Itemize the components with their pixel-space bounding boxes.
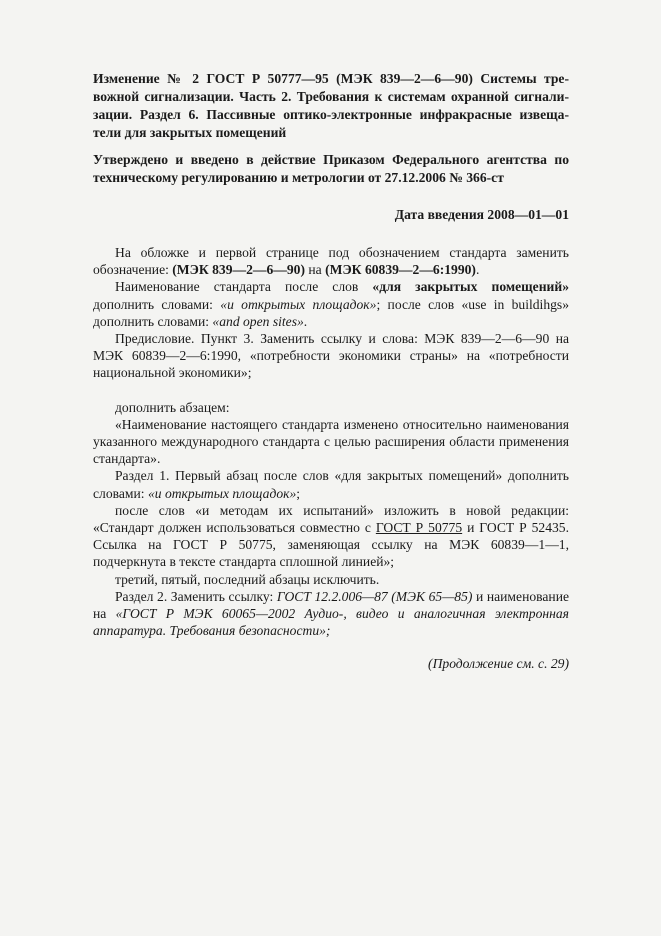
- bold-phrase: «для закрытых помещений»: [372, 279, 569, 295]
- amendment-title: [93, 70, 569, 142]
- title-line: тели для закрытых помещений: [93, 125, 287, 140]
- text-run: и ГОСТ Р 52435. Ссылка на ГОСТ Р 50775, заменяющая ссылку на МЭК 60839—1—1, подчеркнута в тексте стандарта сплошной линией»;: [93, 520, 570, 570]
- continuation-note: (Продолжение см. с. 29): [428, 656, 569, 672]
- text-run: на: [305, 262, 326, 278]
- document-page: [93, 70, 569, 673]
- italic-phrase: «and open sites»: [212, 313, 304, 329]
- approval-statement: [93, 151, 569, 187]
- text-run: .: [475, 262, 480, 278]
- approval-line: техническому регулированию и метрологии от 27.12.2006 № 366-ст: [93, 170, 504, 185]
- text-run: и наименование на: [93, 588, 569, 622]
- effective-date: Дата введения 2008—01—01: [394, 207, 569, 222]
- text-run: ;: [296, 485, 301, 501]
- title-line: вожной сигнализации. Часть 2. Требования к системам охранной сигнали-: [93, 89, 569, 104]
- italic-reference: «ГОСТ Р МЭК 60065—2002 Аудио-, видео и аналогичная электронная аппаратура. Требования безопасности»;: [93, 606, 569, 639]
- new-designation: (МЭК 60839—2—6:1990): [325, 262, 476, 278]
- paragraph-new-edition: [93, 502, 569, 571]
- amendment-body: [93, 244, 569, 639]
- approval-line: Утверждено и введено в действие Приказом Федерального агентства по: [93, 152, 569, 167]
- text-run: после слов «и методам их испытаний» изложить в новой редакции: «Стандарт должен использоваться совместно с: [93, 502, 569, 536]
- italic-phrase: «и открытых площадок»: [147, 485, 297, 501]
- text-run: дополнить словами:: [93, 296, 221, 312]
- text-run: Раздел 1. Первый абзац после слов «для закрытых помещений» дополнить словами:: [93, 468, 569, 501]
- text-run: Наименование стандарта после слов: [115, 279, 373, 295]
- paragraph-exclude: третий, пятый, последний абзацы исключить.: [115, 571, 380, 587]
- paragraph-section-1: [93, 467, 569, 501]
- title-line: зации. Раздел 6. Пассивные оптико-электронные инфракрасные извеща-: [93, 107, 569, 122]
- paragraph-supplement: дополнить абзацем:: [115, 399, 230, 415]
- text-run: ; после слов «use in buildihgs» дополнить словами:: [93, 296, 570, 329]
- text-run: На обложке и первой странице под обозначением стандарта заменить обозначение:: [93, 245, 569, 278]
- old-designation: (МЭК 839—2—6—90): [172, 262, 305, 278]
- paragraph-section-2: [93, 588, 569, 640]
- text-run: Раздел 2. Заменить ссылку:: [115, 588, 277, 604]
- paragraph-foreword: Предисловие. Пункт 3. Заменить ссылку и слова: МЭК 839—2—6—90 на МЭК 60839—2—6:1990, «потребности экономики страны» на «потребности национальной экономики»;: [93, 331, 569, 381]
- paragraph-quote-name: «Наименование настоящего стандарта изменено относительно наименования указанного международного стандарта с целью расширения области применения стандарта».: [93, 416, 569, 467]
- title-line: Изменение № 2 ГОСТ Р 50777—95 (МЭК 839—2—6—90) Системы тре-: [93, 71, 569, 86]
- spacer: [93, 382, 569, 399]
- paragraph-standard-name: [93, 278, 569, 330]
- underlined-reference: ГОСТ Р 50775: [375, 520, 463, 536]
- italic-reference: ГОСТ 12.2.006—87 (МЭК 65—85): [276, 588, 473, 604]
- paragraph-cover-designation: [93, 244, 569, 278]
- text-run: .: [303, 313, 308, 329]
- italic-phrase: «и открытых площадок»: [220, 296, 377, 312]
